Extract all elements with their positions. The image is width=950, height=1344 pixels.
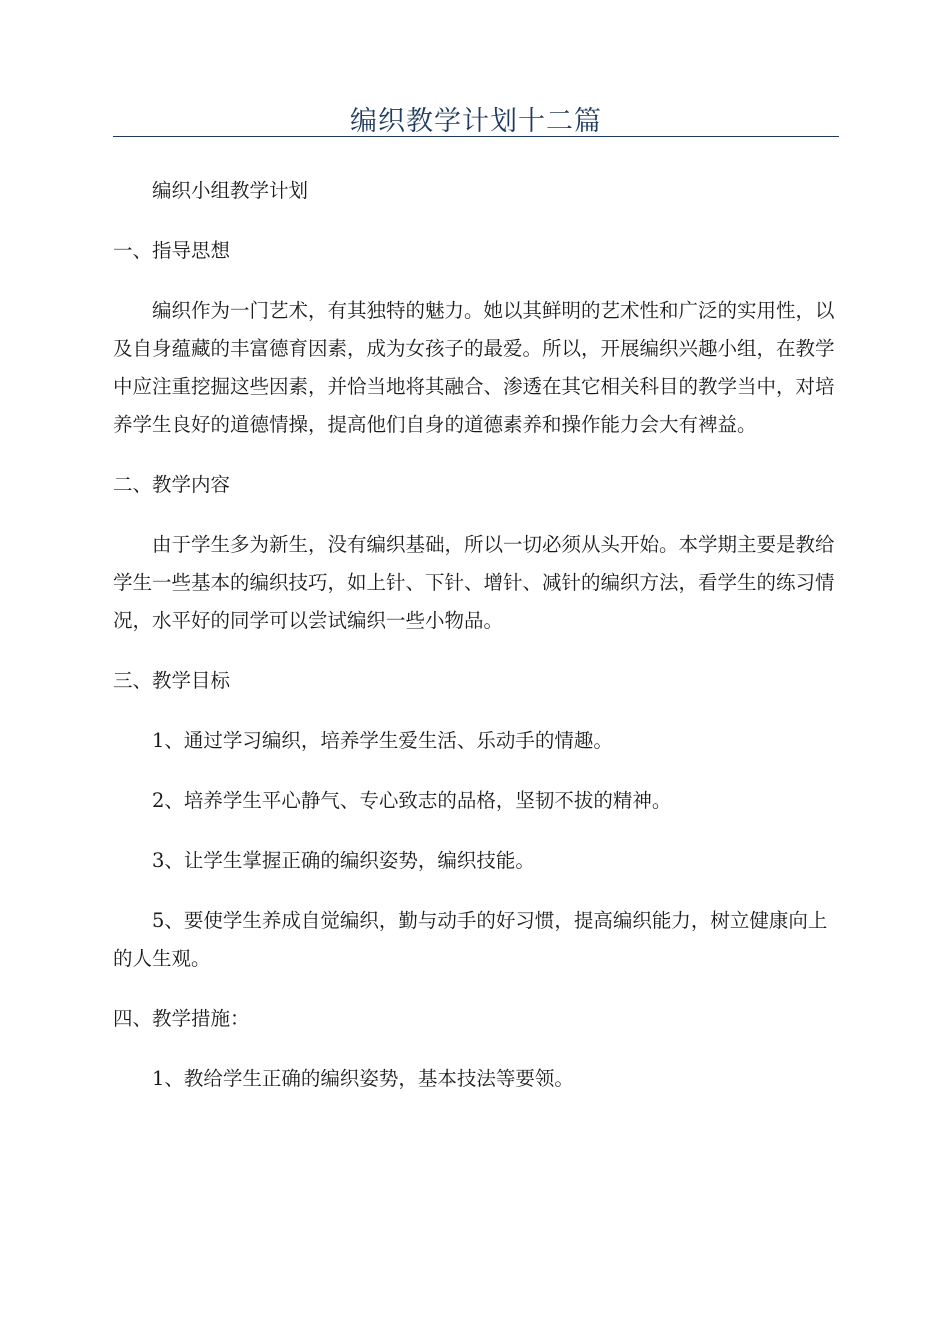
title-underline: [113, 136, 839, 137]
document-body: [113, 172, 835, 1098]
section-heading-3: 三、教学目标: [113, 669, 231, 692]
document-title: 编织教学计划十二篇: [350, 106, 602, 137]
document-subtitle: 编织小组教学计划: [152, 179, 309, 202]
goal-item-2: 2、培养学生平心静气、专心致志的品格，坚韧不拔的精神。: [152, 789, 672, 812]
section-heading-4: 四、教学措施：: [113, 1007, 250, 1030]
goal-item-1: 1、通过学习编织，培养学生爱生活、乐动手的情趣。: [152, 729, 613, 752]
section-2-paragraph: 由于学生多为新生，没有编织基础，所以一切必须从头开始。本学期主要是教给学生一些基本的编织技巧，如上针、下针、增针、减针的编织方法，看学生的练习情况，水平好的同学可以尝试编织一些小物品。: [113, 533, 835, 632]
measure-item-1: 1、教给学生正确的编织姿势，基本技法等要领。: [152, 1067, 574, 1090]
goal-item-3: 3、让学生掌握正确的编织姿势，编织技能。: [152, 849, 535, 872]
goal-item-5: 5、要使学生养成自觉编织，勤与动手的好习惯，提高编织能力，树立健康向上的人生观。: [113, 909, 828, 970]
section-heading-1: 一、指导思想: [113, 239, 231, 262]
section-heading-2: 二、教学内容: [113, 473, 231, 496]
section-1-paragraph: 编织作为一门艺术，有其独特的魅力。她以其鲜明的艺术性和广泛的实用性，以及自身蕴藏的丰富德育因素，成为女孩子的最爱。所以，开展编织兴趣小组，在教学中应注重挖掘这些因素，并恰当地将其融合、渗透在其它相关科目的教学当中，对培养学生良好的道德情操，提高他们自身的道德素养和操作能力会大有裨益。: [113, 299, 835, 436]
